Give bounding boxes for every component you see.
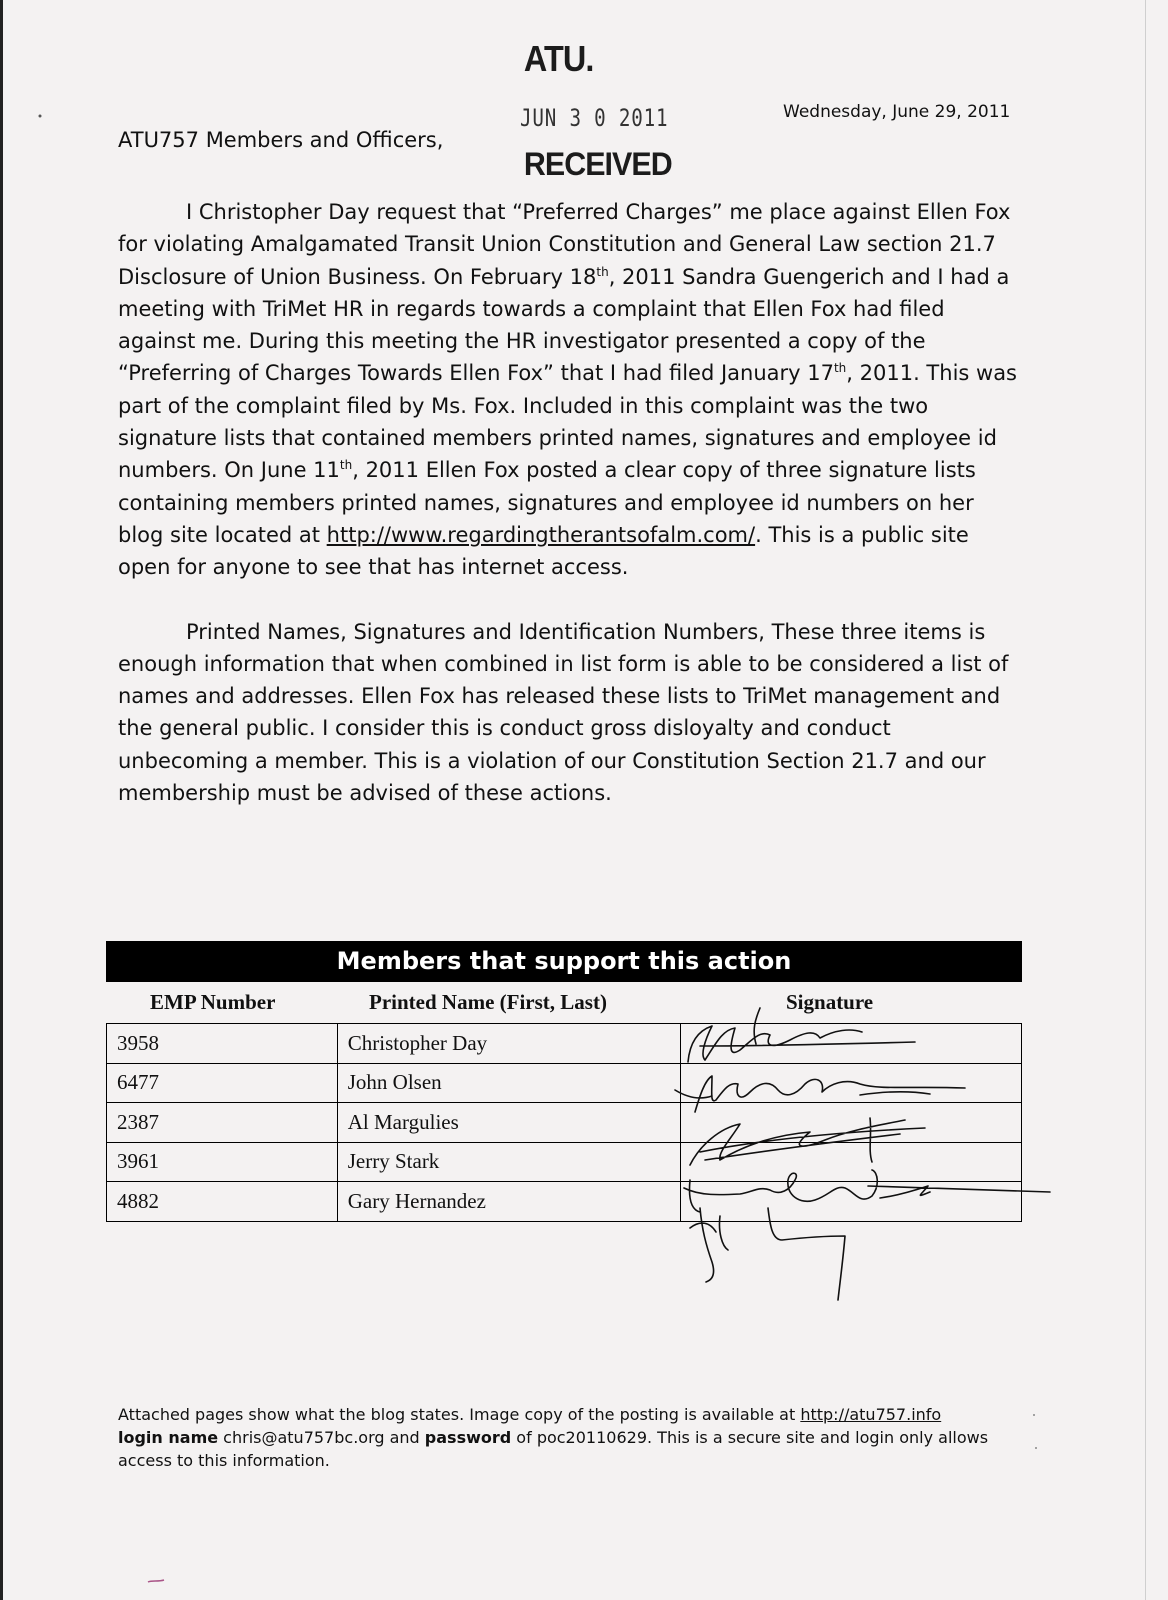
emp-number: 4882 (107, 1182, 338, 1222)
salutation: ATU757 Members and Officers, (118, 128, 444, 152)
stamp-org: ATU. (523, 38, 594, 79)
site-link[interactable]: http://atu757.info (800, 1405, 942, 1424)
paragraph-1: I Christopher Day request that “Preferred Charges” me place against Ellen Fox for violating Amalgamated Transit Union Constitution and General Law section 21.7 Disclosure of Union Business. On February 18th, 2011 Sandra Guengerich and I had a meeting with TriMet HR in regards towards a complaint that Ellen Fox had filed against me. During this meeting the HR investigator presented a copy of the “Preferring of Charges Towards Ellen Fox” that I had filed January 17th, 2011. This was part of the complaint filed by Ms. Fox. Included in this complaint was the two signature lists that contained members printed names, signatures and employee id numbers. On June 11th, 2011 Ellen Fox posted a clear copy of three signature lists containing members printed names, signatures and employee id numbers on her blog site located at http://www.regardingtherantsofalm.com/. This is a public site open for anyone to see that has internet access. (118, 200, 1017, 580)
stamp-date: JUN 3 0 2011 (520, 104, 669, 132)
column-header-emp: EMP Number (150, 990, 276, 1014)
emp-number: 2387 (107, 1103, 338, 1143)
paragraph-2: Printed Names, Signatures and Identification Numbers, These three items is enough information that when combined in list form is able to be considered a list of names and addresses. Ellen Fox has released these lists to TriMet management and the general public. I consider this is conduct gross disloyalty and conduct unbecoming a member. This is a violation of our Constitution Section 21.7 and our membership must be advised of these actions. (118, 619, 1009, 806)
member-name: Jerry Stark (337, 1142, 681, 1182)
member-name: Christopher Day (337, 1024, 681, 1064)
stamp-received: RECEIVED (523, 146, 672, 182)
footer-note: Attached pages show what the blog states. Image copy of the posting is available at http://atu757.info login name chris@atu757bc.org and password of poc20110629. This is a secure site and login only allows access to this information. (118, 1405, 989, 1470)
column-header-signature: Signature (786, 990, 874, 1014)
emp-number: 3958 (107, 1024, 338, 1064)
password-label: password (424, 1428, 512, 1447)
table-title: Members that support this action (106, 941, 1022, 982)
letter-date: Wednesday, June 29, 2011 (783, 102, 1011, 122)
member-name: Gary Hernandez (337, 1182, 681, 1222)
blog-url-link[interactable]: http://www.regardingtherantsofalm.com/ (326, 522, 756, 547)
member-name: Al Margulies (337, 1103, 681, 1143)
login-label: login name (118, 1428, 219, 1447)
emp-number: 6477 (107, 1063, 338, 1103)
column-header-name: Printed Name (First, Last) (369, 990, 607, 1014)
emp-number: 3961 (107, 1142, 338, 1182)
member-name: John Olsen (337, 1063, 681, 1103)
